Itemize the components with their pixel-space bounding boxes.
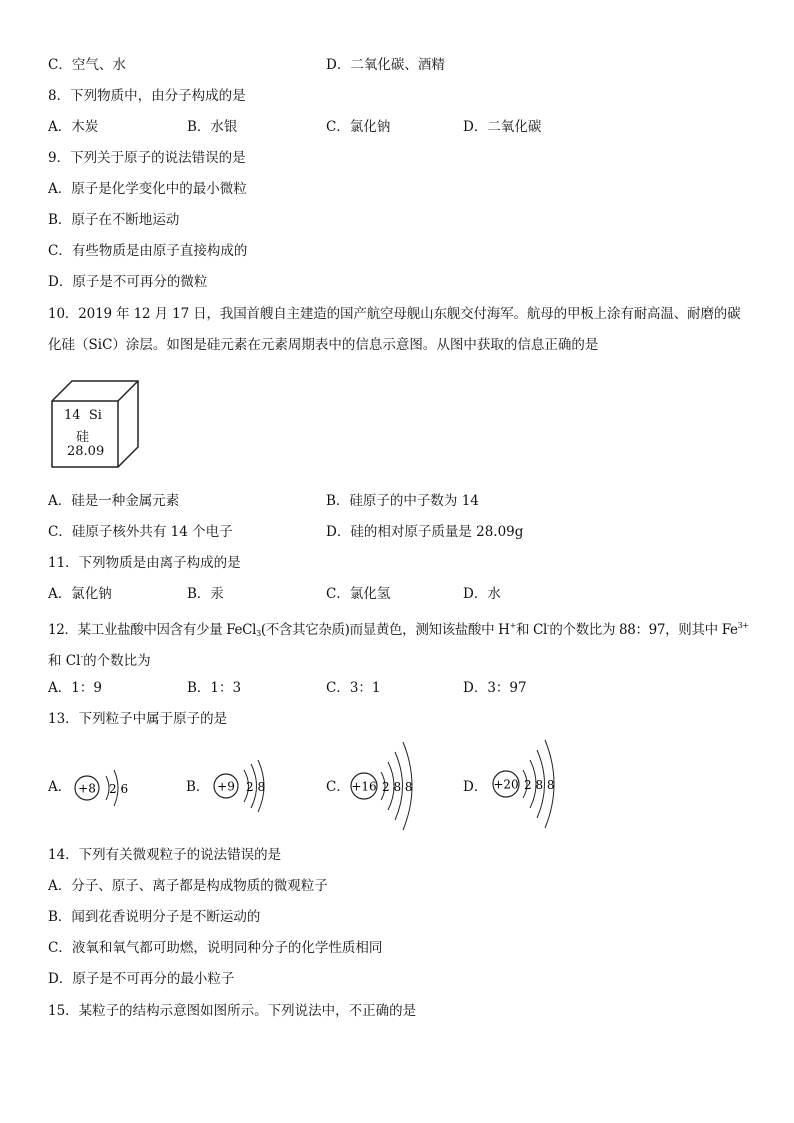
question-9-stem: 9．下列关于原子的说法错误的是: [48, 150, 246, 166]
question-8-stem: 8．下列物质中，由分子构成的是: [48, 88, 246, 104]
prev-option-c: C．空气、水: [48, 57, 126, 73]
question-10-stem-line2: 化硅（SiC）涂层。如图是硅元素在元素周期表中的信息示意图。从图中获取的信息正确的是: [48, 337, 599, 353]
electron-shells: 2 8 8: [382, 780, 413, 794]
q10-option-d: D．硅的相对原子质量是 28.09g: [326, 524, 524, 540]
element-cell-diagram: [50, 379, 140, 469]
element-mass: 28.09: [67, 444, 105, 459]
question-15-stem: 15．某粒子的结构示意图如图所示。下列说法中，不正确的是: [48, 1003, 417, 1019]
question-12-stem-line2: 和 Cl-的个数比为: [48, 652, 151, 669]
q13-option-b-label: B．: [186, 779, 210, 795]
question-13-stem: 13．下列粒子中属于原子的是: [48, 711, 228, 727]
nucleus-charge: +8: [78, 781, 96, 796]
q12-option-c: C．3：1: [326, 680, 381, 696]
q8-option-a: A．木炭: [48, 119, 99, 135]
q12-option-b: B．1：3: [187, 680, 242, 696]
q14-option-a: A．分子、原子、离子都是构成物质的微观粒子: [48, 878, 328, 894]
q8-option-b: B．水银: [187, 119, 238, 135]
prev-option-d: D．二氧化碳、酒精: [326, 57, 445, 73]
q11-option-a: A．氯化钠: [48, 586, 112, 602]
q10-option-a: A．硅是一种金属元素: [48, 493, 180, 509]
question-11-stem: 11．下列物质是由离子构成的是: [48, 555, 241, 571]
nucleus-charge: +20: [493, 777, 519, 792]
q14-option-d: D．原子是不可再分的最小粒子: [48, 971, 235, 987]
element-name: 硅: [76, 430, 90, 445]
q8-option-d: D．二氧化碳: [463, 119, 542, 135]
element-atomic-number: 14: [64, 408, 81, 423]
q11-option-d: D．水: [463, 586, 501, 602]
question-10-stem-line1: 10．2019 年 12 月 17 日，我国首艘自主建造的国产航空母舰山东舰交付海军。航母的甲板上涂有耐高温、耐磨的碳: [48, 306, 741, 322]
q11-option-c: C．氯化氢: [326, 586, 391, 602]
q9-option-b: B．原子在不断地运动: [48, 212, 180, 228]
atom-diagram-d: [490, 736, 580, 834]
atom-diagram-b: [212, 758, 282, 814]
q9-option-c: C．有些物质是由原子直接构成的: [48, 243, 248, 259]
q12-option-d: D．3：97: [463, 680, 527, 696]
question-12-stem-line1: 12．某工业盐酸中因含有少量 FeCl$_3$(不含其它杂质)而显黄色，测知该盐酸中 H+和 Cl-的个数比为 88：97，则其中 $Fe^{3+}$: [48, 621, 749, 638]
q8-option-c: C．氯化钠: [326, 119, 391, 135]
q12-option-a: A．1：9: [48, 680, 102, 696]
nucleus-charge: +9: [217, 779, 235, 794]
atom-diagram-c: [348, 738, 438, 834]
element-symbol: Si: [88, 408, 102, 423]
electron-shells: 2 8: [246, 780, 266, 794]
q14-option-c: C．液氧和氧气都可助燃，说明同种分子的化学性质相同: [48, 940, 383, 956]
electron-shells: 2 8 8: [524, 778, 555, 792]
electron-shells: 2 6: [109, 782, 129, 796]
q13-option-d-label: D．: [463, 779, 488, 795]
q13-option-a-label: A．: [48, 779, 72, 795]
q13-option-c-label: C．: [326, 779, 350, 795]
q9-option-a: A．原子是化学变化中的最小微粒: [48, 181, 247, 197]
q14-option-b: B．闻到花香说明分子是不断运动的: [48, 909, 261, 925]
nucleus-charge: +16: [351, 779, 377, 794]
q11-option-b: B．汞: [187, 586, 224, 602]
question-14-stem: 14．下列有关微观粒子的说法错误的是: [48, 847, 282, 863]
q10-option-b: B．硅原子的中子数为 14: [326, 493, 479, 509]
atom-diagram-a: [72, 760, 142, 816]
q10-option-c: C．硅原子核外共有 14 个电子: [48, 524, 233, 540]
q9-option-d: D．原子是不可再分的微粒: [48, 274, 208, 290]
